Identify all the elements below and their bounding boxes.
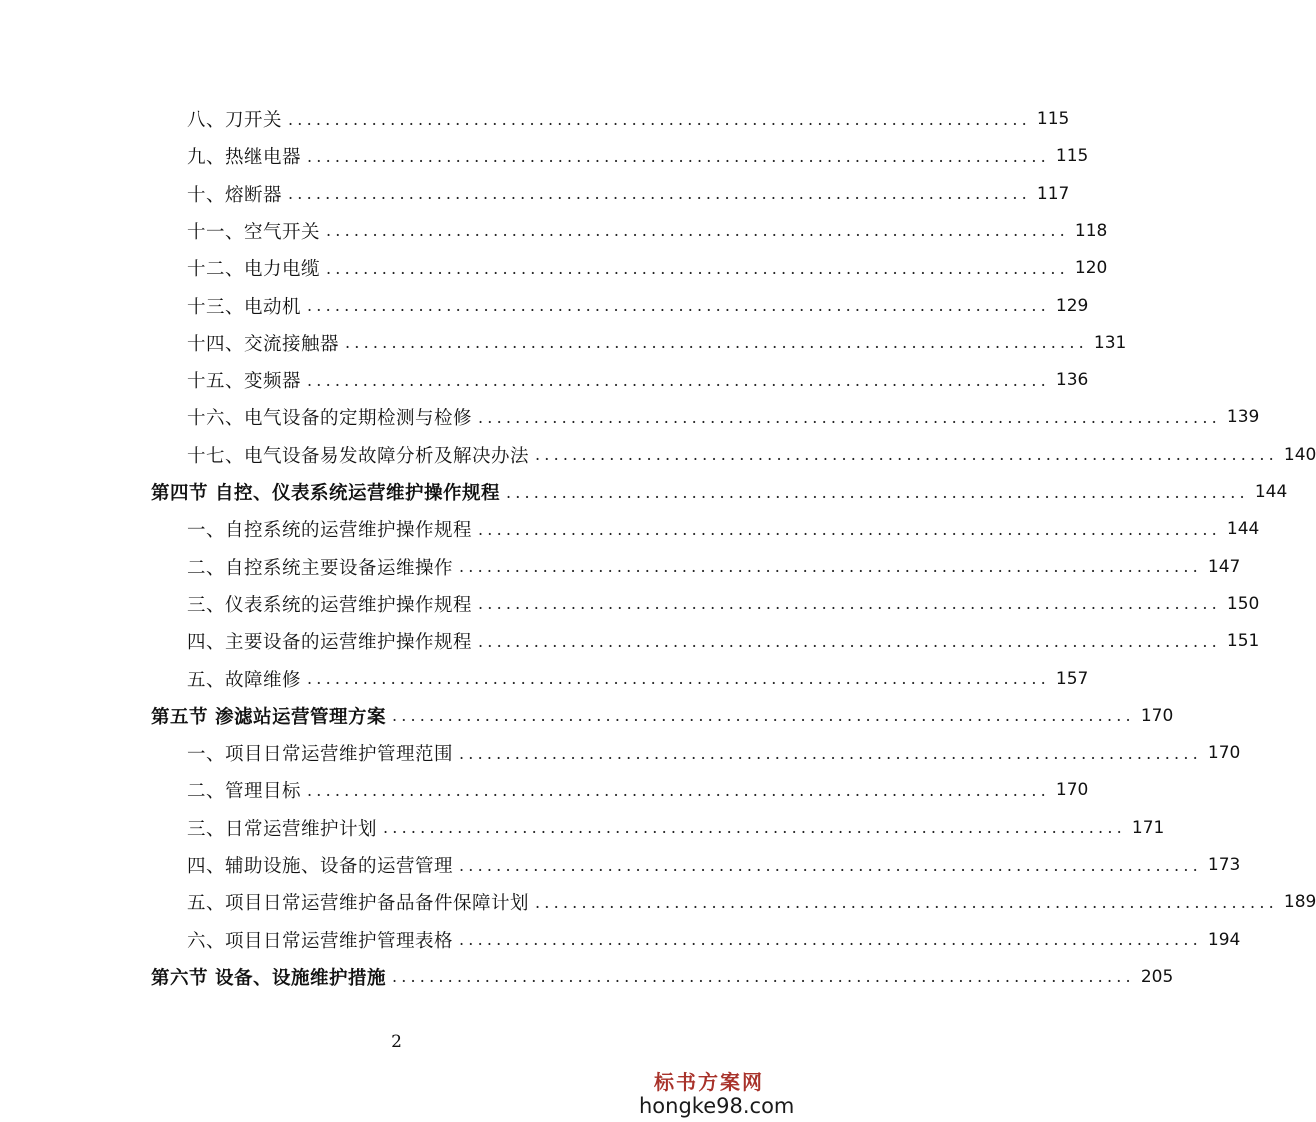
- toc-entry[interactable]: [187, 104, 1070, 134]
- toc-entry[interactable]: [187, 775, 1089, 805]
- page-number: 2: [391, 1032, 402, 1052]
- toc-entry[interactable]: [187, 253, 1108, 283]
- toc-entry-page: 136: [1055, 370, 1089, 391]
- toc-entry[interactable]: [187, 216, 1108, 246]
- toc-entry[interactable]: [187, 291, 1089, 321]
- toc-entry-title: 十一、空气开关: [187, 221, 321, 243]
- toc-section-entry[interactable]: [151, 962, 1174, 992]
- toc-leader-dots: ................................................................................: [326, 258, 1069, 278]
- toc-entry-title: 五、故障维修: [187, 669, 302, 691]
- toc-entry-title: 二、管理目标: [187, 781, 302, 803]
- toc-entry-title: 十六、电气设备的定期检测与检修: [187, 408, 473, 430]
- toc-entry-page: 157: [1055, 668, 1089, 689]
- toc-entry-title: 三、日常运营维护计划: [187, 818, 378, 840]
- toc-entry-title: 四、主要设备的运营维护操作规程: [187, 632, 473, 654]
- toc-entry-title: 四、辅助设施、设备的运营管理: [187, 856, 454, 877]
- toc-entry-title: 第六节 设备、设施维护措施: [151, 967, 386, 989]
- toc-entry-page: 115: [1055, 146, 1089, 167]
- toc-entry-page: 120: [1074, 258, 1108, 279]
- toc-entry[interactable]: [187, 552, 1241, 582]
- toc-entry-page: 170: [1055, 780, 1089, 801]
- toc-entry-title: 十七、电气设备易发故障分析及解决办法: [187, 445, 530, 467]
- toc-entry[interactable]: [187, 514, 1260, 544]
- toc-section-entry[interactable]: [151, 477, 1288, 507]
- watermark-en: hongke98.com: [639, 1094, 795, 1118]
- toc-entry-page: 194: [1207, 929, 1241, 950]
- toc-entry-page: 171: [1131, 817, 1165, 838]
- toc-entry-title: 第四节 自控、仪表系统运营维护操作规程: [151, 483, 500, 504]
- toc-leader-dots: ................................................................................: [307, 780, 1050, 800]
- toc-entry-title: 十二、电力电缆: [187, 259, 321, 281]
- toc-entry-page: 173: [1207, 855, 1241, 875]
- toc-entry[interactable]: [187, 365, 1089, 395]
- toc-leader-dots: ................................................................................: [391, 967, 1135, 987]
- watermark-cn: 标书方案网: [654, 1070, 764, 1094]
- toc-leader-dots: ................................................................................: [478, 519, 1221, 539]
- toc-leader-dots: ................................................................................: [535, 445, 1278, 465]
- toc-leader-dots: ................................................................................: [307, 146, 1050, 166]
- watermark: [639, 1066, 795, 1118]
- toc-entry[interactable]: [187, 179, 1070, 209]
- toc-leader-dots: ................................................................................: [459, 930, 1202, 950]
- toc-entry[interactable]: [187, 440, 1316, 470]
- toc-entry-page: 144: [1226, 519, 1260, 540]
- toc-entry-page: 129: [1055, 295, 1089, 316]
- toc-entry[interactable]: [187, 328, 1127, 358]
- toc-entry[interactable]: [187, 850, 1241, 880]
- toc-entry[interactable]: [187, 589, 1260, 619]
- toc-leader-dots: ................................................................................: [307, 669, 1050, 688]
- toc-entry[interactable]: [187, 887, 1316, 917]
- toc-leader-dots: ................................................................................: [288, 184, 1031, 204]
- toc-leader-dots: ................................................................................: [478, 594, 1221, 614]
- toc-entry-title: 十三、电动机: [187, 296, 302, 318]
- toc-entry-title: 五、项目日常运营维护备品备件保障计划: [187, 893, 530, 915]
- toc-entry-page: 117: [1036, 183, 1070, 204]
- toc-leader-dots: ................................................................................: [326, 221, 1069, 241]
- toc-entry[interactable]: [187, 813, 1165, 843]
- toc-entry[interactable]: [187, 402, 1260, 432]
- toc-entry-title: 第五节 渗滤站运营管理方案: [151, 706, 386, 728]
- toc-entry-title: 一、项目日常运营维护管理范围: [187, 744, 454, 766]
- toc-entry-page: 170: [1140, 705, 1174, 726]
- toc-section-entry[interactable]: [151, 701, 1174, 731]
- toc-entry-title: 九、热继电器: [187, 147, 302, 169]
- toc-entry-title: 三、仪表系统的运营维护操作规程: [187, 594, 473, 616]
- toc-entry-page: 131: [1093, 332, 1127, 353]
- toc-leader-dots: ................................................................................: [307, 296, 1050, 315]
- toc-entry-title: 二、自控系统主要设备运维操作: [187, 557, 454, 579]
- toc-leader-dots: ................................................................................: [307, 370, 1050, 390]
- toc-entry-title: 十、熔断器: [187, 184, 283, 206]
- toc-entry-page: 189: [1283, 892, 1316, 913]
- toc-entry-title: 八、刀开关: [187, 110, 283, 131]
- toc-entry-page: 151: [1226, 631, 1260, 652]
- toc-entry[interactable]: [187, 925, 1241, 955]
- toc-leader-dots: ................................................................................: [345, 333, 1088, 353]
- toc-entry-page: 139: [1226, 407, 1260, 428]
- toc-leader-dots: ................................................................................: [288, 109, 1031, 129]
- toc-entry-title: 一、自控系统的运营维护操作规程: [187, 520, 473, 542]
- toc-entry-page: 150: [1226, 593, 1260, 614]
- toc-entry-page: 140: [1283, 444, 1316, 465]
- toc-entry-page: 118: [1074, 220, 1108, 241]
- toc-leader-dots: ................................................................................: [383, 818, 1126, 838]
- toc-entry-page: 115: [1036, 109, 1070, 129]
- toc-entry[interactable]: [187, 738, 1241, 768]
- toc-leader-dots: ................................................................................: [478, 407, 1221, 427]
- toc-entry-page: 147: [1207, 556, 1241, 577]
- toc-entry-page: 205: [1140, 966, 1174, 987]
- toc-leader-dots: ................................................................................: [478, 631, 1221, 651]
- toc-entry-page: 144: [1254, 482, 1288, 502]
- toc-leader-dots: ................................................................................: [459, 557, 1202, 577]
- toc-leader-dots: ................................................................................: [505, 482, 1249, 502]
- toc-entry-title: 十五、变频器: [187, 371, 302, 393]
- toc-entry[interactable]: [187, 141, 1089, 171]
- toc-leader-dots: ................................................................................: [459, 743, 1202, 763]
- toc-entry[interactable]: [187, 626, 1260, 656]
- toc-entry[interactable]: [187, 664, 1089, 694]
- toc-entry-page: 170: [1207, 743, 1241, 764]
- toc-leader-dots: ................................................................................: [391, 706, 1135, 726]
- toc-leader-dots: ................................................................................: [459, 855, 1202, 875]
- toc-leader-dots: ................................................................................: [535, 892, 1278, 912]
- toc-entry-title: 十四、交流接触器: [187, 333, 340, 355]
- toc-entry-title: 六、项目日常运营维护管理表格: [187, 930, 454, 952]
